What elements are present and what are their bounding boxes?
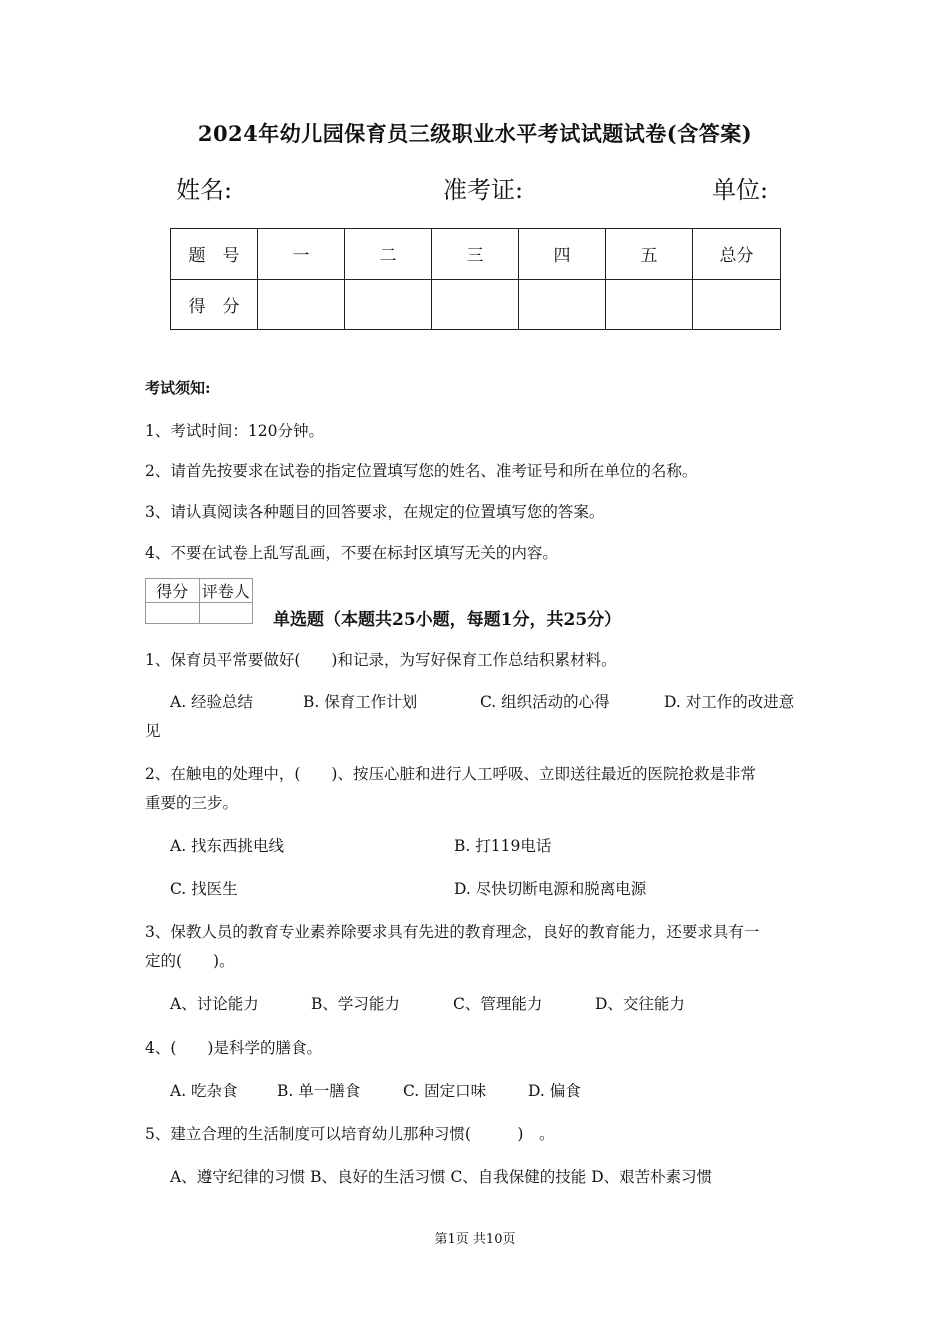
name-field-label: 姓名: [176, 176, 233, 204]
score-header-cell: 四 [519, 229, 606, 280]
score-header-cell: 一 [258, 229, 345, 280]
exam-id-field-label: 准考证: [443, 176, 524, 204]
option-d[interactable]: D. 偏食 [528, 1082, 581, 1100]
page-footer: 第1页 共10页 [434, 1232, 516, 1247]
section-title: 单选题（本题共25小题，每题1分，共25分） [273, 610, 622, 630]
option-c[interactable]: C. 固定口味 [403, 1082, 487, 1100]
score-header-cell: 总分 [693, 229, 781, 280]
score-cell[interactable] [519, 279, 606, 330]
document-title: 2024年幼儿园保育员三级职业水平考试试题试卷(含答案) [197, 121, 753, 146]
grader-box [145, 578, 253, 624]
score-cell[interactable] [693, 279, 781, 330]
option-b[interactable]: B、学习能力 [311, 995, 400, 1013]
question-stem: 2、在触电的处理中，( )、按压心脏和进行人工呼吸、立即送往最近的医院抢救是非常 [145, 765, 756, 783]
score-header-cell: 五 [606, 229, 693, 280]
question-stem: 5、建立合理的生活制度可以培育幼儿那种习惯( ) 。 [145, 1125, 555, 1143]
score-cell[interactable] [432, 279, 519, 330]
option-a[interactable]: A、讨论能力 [170, 995, 259, 1013]
option-d[interactable]: D. 对工作的改进意 [664, 693, 795, 711]
option-a[interactable]: A. 找东西挑电线 [170, 837, 285, 855]
option-c[interactable]: C、管理能力 [453, 995, 543, 1013]
score-table-score-row [171, 279, 781, 330]
score-header-cell: 三 [432, 229, 519, 280]
option-c[interactable]: C. 找医生 [170, 880, 238, 898]
grader-score-label: 得分 [146, 579, 200, 603]
unit-field-label: 单位: [712, 176, 769, 204]
question-stem: 3、保教人员的教育专业素养除要求具有先进的教育理念，良好的教育能力，还要求具有一 [145, 923, 760, 941]
notice-item: 2、请首先按要求在试卷的指定位置填写您的姓名、准考证号和所在单位的名称。 [145, 462, 698, 480]
option-a[interactable]: A. 经验总结 [170, 693, 254, 711]
option-c[interactable]: C. 组织活动的心得 [480, 693, 610, 711]
score-header-cell: 题 号 [171, 229, 258, 280]
option-list[interactable]: A、遵守纪律的习惯 B、良好的生活习惯 C、自我保健的技能 D、艰苦朴素习惯 [170, 1168, 713, 1186]
grader-reviewer-label: 评卷人 [199, 579, 253, 603]
option-d[interactable]: D. 尽快切断电源和脱离电源 [454, 880, 647, 898]
question-stem: 1、保育员平常要做好( )和记录，为写好保育工作总结积累材料。 [145, 651, 617, 669]
notice-item: 1、考试时间：120分钟。 [145, 422, 324, 440]
question-stem: 4、( )是科学的膳食。 [145, 1039, 322, 1057]
option-b[interactable]: B. 单一膳食 [277, 1082, 361, 1100]
notice-item: 3、请认真阅读各种题目的回答要求，在规定的位置填写您的答案。 [145, 503, 605, 521]
option-b[interactable]: B. 打119电话 [454, 837, 552, 855]
notice-heading: 考试须知: [145, 379, 211, 397]
option-d-continuation: 见 [145, 722, 161, 740]
option-b[interactable]: B. 保育工作计划 [303, 693, 418, 711]
notice-item: 4、不要在试卷上乱写乱画，不要在标封区填写无关的内容。 [145, 544, 558, 562]
grader-score-cell[interactable] [146, 603, 200, 624]
question-stem-continuation: 重要的三步。 [145, 794, 239, 812]
score-table-header-row [171, 229, 781, 280]
question-stem-continuation: 定的( )。 [145, 952, 235, 970]
grader-reviewer-cell[interactable] [199, 603, 253, 624]
option-a[interactable]: A. 吃杂食 [170, 1082, 238, 1100]
score-cell[interactable] [606, 279, 693, 330]
score-row-label: 得 分 [171, 279, 258, 330]
option-d[interactable]: D、交往能力 [595, 995, 685, 1013]
score-cell[interactable] [258, 279, 345, 330]
score-cell[interactable] [345, 279, 432, 330]
score-table [170, 228, 781, 330]
score-header-cell: 二 [345, 229, 432, 280]
